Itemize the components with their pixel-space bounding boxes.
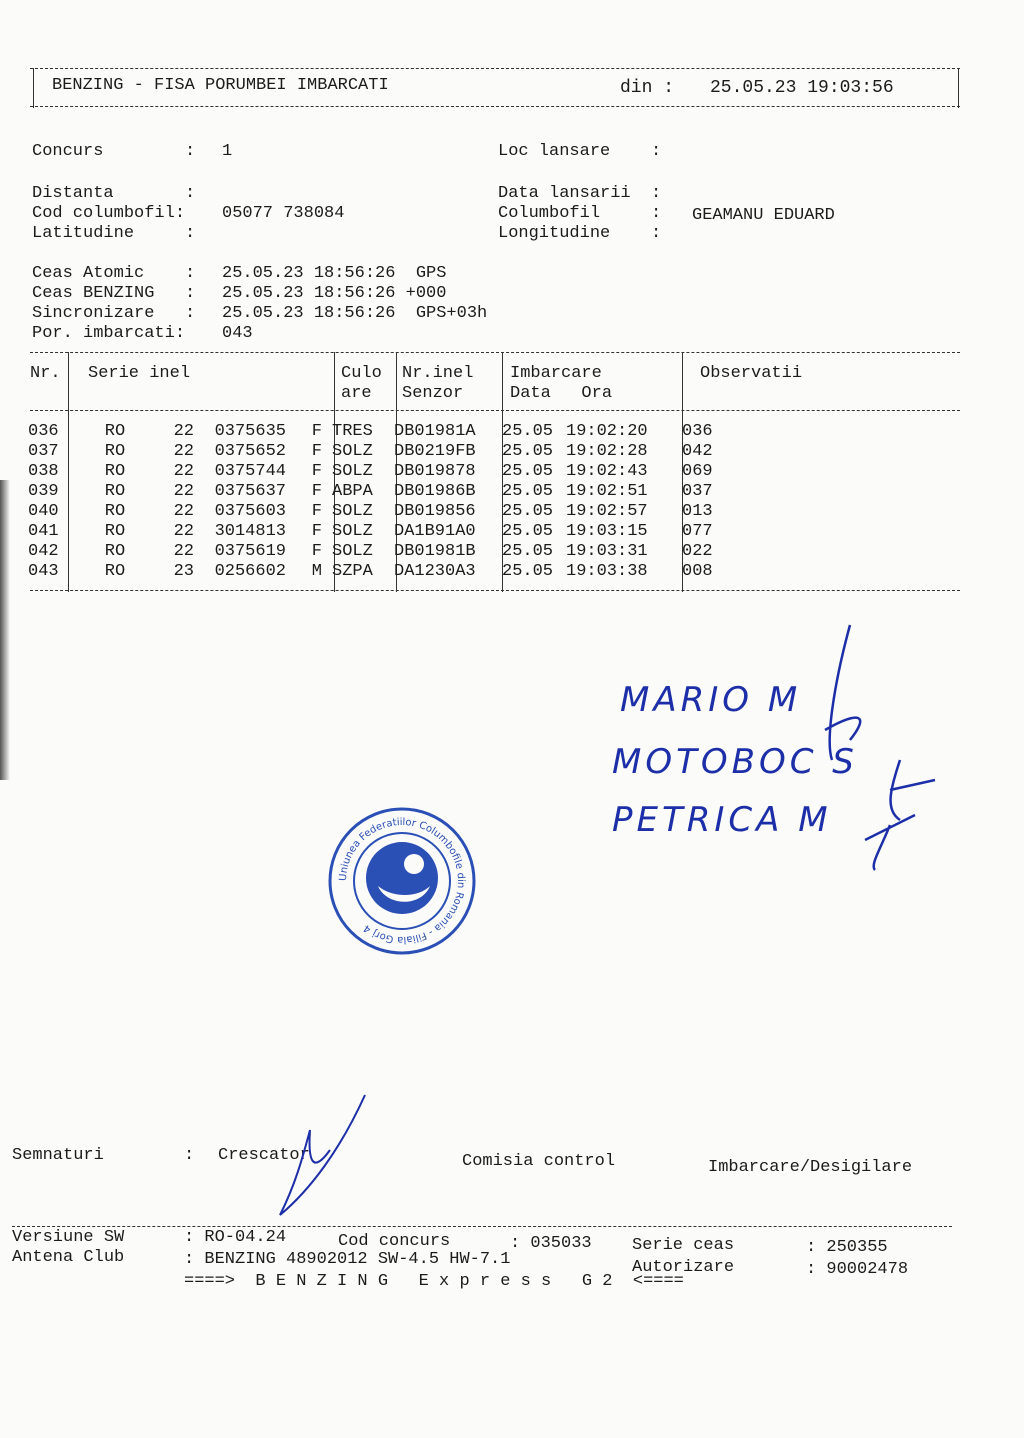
loc-lansare-label: Loc lansare : [498,142,662,161]
cell-observatii: 022 [682,542,713,561]
cell-sensor: DB01986B [394,482,476,501]
cell-time: 19:03:31 [566,542,648,561]
cell-country: RO [104,542,126,561]
cell-country: RO [104,482,126,501]
footer-top-rule [12,1226,952,1227]
table-top-rule [30,352,960,353]
cell-observatii: 036 [682,422,713,441]
cod-columbofil-label: Cod columbofil: [32,204,186,223]
table-row [28,462,742,482]
cell-sensor: DB019856 [394,502,476,521]
autorizare-value: : 90002478 [806,1260,909,1279]
cell-year: 22 [173,462,194,481]
cell-date: 25.05 [502,542,554,561]
cell-sex: F [311,462,322,481]
comisia-control-label: Comisia control [462,1152,616,1171]
cell-sex: M [311,562,322,581]
cell-ring-number: 3014813 [214,522,286,541]
cell-country: RO [104,502,126,521]
cell-sex: F [311,422,322,441]
cell-ring-number: 0375652 [214,442,286,461]
cell-color: SOLZ [332,542,373,561]
cell-sex: F [311,522,322,541]
cell-nr: 042 [28,542,59,561]
th-culoare-2: are [341,384,372,403]
semnaturi-colon: : [184,1146,195,1165]
cell-time: 19:02:57 [566,502,648,521]
cell-country: RO [104,562,126,581]
handwritten-name-1: MARIO M [620,680,802,720]
ceas-atomic-label: Ceas Atomic : [32,264,196,283]
paper-edge-shadow [0,480,10,780]
cell-nr: 037 [28,442,59,461]
document-title: BENZING - FISA PORUMBEI IMBARCATI [52,76,389,95]
cell-date: 25.05 [502,482,554,501]
cell-year: 22 [173,522,194,541]
table-row [28,482,742,502]
antena-club-value: : BENZING 48902012 SW-4.5 HW-7.1 [184,1250,511,1269]
pigeons-table [28,422,742,582]
th-observatii: Observatii [700,364,803,383]
th-culoare-1: Culo [341,364,382,383]
cell-sex: F [311,442,322,461]
cell-color: TRES [332,422,373,441]
cell-country: RO [104,522,126,541]
cell-color: SOLZ [332,522,373,541]
cell-observatii: 069 [682,462,713,481]
ceas-benzing-value: 25.05.23 18:56:26 +000 [222,284,447,303]
cell-nr: 036 [28,422,59,441]
table-row [28,442,742,462]
handwritten-name-3: PETRICA M [612,800,832,840]
versiune-sw-label: Versiune SW [12,1228,125,1247]
cell-nr: 040 [28,502,59,521]
sincronizare-label: Sincronizare : [32,304,196,323]
cell-color: ABPA [332,482,373,501]
longitudine-label: Longitudine : [498,224,662,243]
cell-nr: 039 [28,482,59,501]
cell-color: SOLZ [332,442,373,461]
cell-ring-number: 0375603 [214,502,286,521]
cell-ring-number: 0256602 [214,562,286,581]
cell-date: 25.05 [502,522,554,541]
crescator-signature [240,1090,380,1230]
cell-date: 25.05 [502,462,554,481]
cell-nr: 038 [28,462,59,481]
th-imbarcare-2: Data Ora [510,384,613,403]
cell-color: SZPA [332,562,373,581]
cell-date: 25.05 [502,502,554,521]
th-nr: Nr. [30,364,61,383]
header-left-border [33,68,34,108]
din-value: 25.05.23 19:03:56 [710,78,894,98]
por-imbarcati-label: Por. imbarcati: [32,324,186,343]
cell-ring-number: 0375619 [214,542,286,561]
cell-sensor: DA1230A3 [394,562,476,581]
cell-year: 22 [173,482,194,501]
cell-country: RO [104,422,126,441]
concurs-label: Concurs : [32,142,196,161]
crescator-label: Crescator [218,1146,310,1165]
cell-observatii: 037 [682,482,713,501]
imbarcare-desigilare-label: Imbarcare/Desigilare [708,1158,913,1177]
cod-columbofil-value: 05077 738084 [222,204,345,223]
data-lansarii-label: Data lansarii : [498,184,662,203]
ceas-atomic-value: 25.05.23 18:56:26 GPS [222,264,447,283]
table-bottom-rule [30,590,960,591]
cell-date: 25.05 [502,442,554,461]
cod-concurs-label: Cod concurs [338,1232,451,1251]
distanta-label: Distanta : [32,184,196,203]
club-stamp [326,806,478,956]
antena-club-label: Antena Club [12,1248,125,1267]
th-nr-inel-2: Senzor [402,384,464,403]
cell-year: 23 [173,562,194,581]
cell-date: 25.05 [502,422,554,441]
cell-country: RO [104,442,126,461]
th-nr-inel-1: Nr.inel [402,364,474,383]
stamp-ring-text: Uniunea Federatiilor Columbofile din Romania - Filiala Gorj 4 [337,816,467,946]
th-imbarcare-1: Imbarcare [510,364,602,383]
cell-sensor: DB01981A [394,422,476,441]
cell-nr: 041 [28,522,59,541]
serie-ceas-value: : 250355 [806,1238,888,1257]
header-top-rule [30,68,960,69]
ceas-benzing-label: Ceas BENZING : [32,284,196,303]
table-row [28,542,742,562]
table-row [28,422,742,442]
header-bottom-rule [30,106,960,107]
cell-observatii: 008 [682,562,713,581]
handwritten-signature-marks [600,620,940,880]
din-label: din : [620,78,675,98]
cod-concurs-value: : 035033 [510,1234,592,1253]
autorizare-label: Autorizare [632,1258,735,1277]
cell-year: 22 [173,442,194,461]
table-row [28,522,742,542]
cell-time: 19:02:43 [566,462,648,481]
columbofil-value: GEAMANU EDUARD [692,206,835,225]
cell-time: 19:03:15 [566,522,648,541]
table-row [28,562,742,582]
columbofil-label: Columbofil : [498,204,662,223]
cell-year: 22 [173,422,194,441]
header-right-border [958,68,959,108]
cell-sensor: DB01981B [394,542,476,561]
cell-ring-number: 0375744 [214,462,286,481]
sincronizare-value: 25.05.23 18:56:26 GPS+03h [222,304,488,323]
concurs-value: 1 [222,142,233,161]
cell-observatii: 077 [682,522,713,541]
cell-sex: F [311,482,322,501]
cell-time: 19:02:20 [566,422,648,441]
cell-year: 22 [173,542,194,561]
table-header-rule [30,410,960,411]
cell-sensor: DA1B91A0 [394,522,476,541]
por-imbarcati-value: 043 [222,324,253,343]
cell-observatii: 013 [682,502,713,521]
serie-ceas-label: Serie ceas [632,1236,735,1255]
cell-color: SOLZ [332,502,373,521]
cell-sex: F [311,502,322,521]
cell-time: 19:03:38 [566,562,648,581]
cell-time: 19:02:51 [566,482,648,501]
cell-date: 25.05 [502,562,554,581]
cell-sensor: DB0219FB [394,442,476,461]
cell-sensor: DB019878 [394,462,476,481]
cell-ring-number: 0375635 [214,422,286,441]
cell-sex: F [311,542,322,561]
cell-country: RO [104,462,126,481]
th-serie-inel: Serie inel [88,364,191,383]
cell-time: 19:02:28 [566,442,648,461]
cell-year: 22 [173,502,194,521]
table-row [28,502,742,522]
versiune-sw-value: : RO-04.24 [184,1228,287,1247]
latitudine-label: Latitudine : [32,224,196,243]
cell-nr: 043 [28,562,59,581]
handwritten-name-2: MOTOBOC S [612,742,858,782]
semnaturi-label: Semnaturi [12,1146,104,1165]
benzing-express-banner: ====> B E N Z I N G E x p r e s s G 2 <==== [184,1272,684,1291]
cell-color: SOLZ [332,462,373,481]
cell-observatii: 042 [682,442,713,461]
cell-ring-number: 0375637 [214,482,286,501]
